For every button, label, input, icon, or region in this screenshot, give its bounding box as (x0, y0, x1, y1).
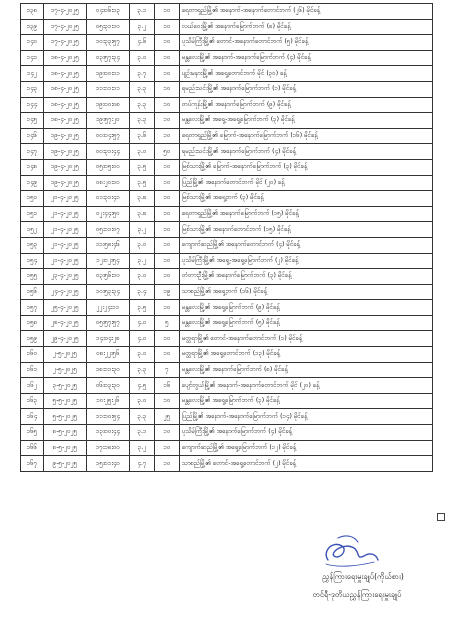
event-time: ၁၂း၀၂း၅၄ (87, 253, 130, 269)
event-date: ၂၈-၄-၂၀၂၅ (44, 315, 87, 331)
event-time: ၀၅း၀၅း၀၀ (87, 159, 130, 175)
event-date: ၂-၅-၂၀၂၅ (44, 362, 87, 378)
event-date: ၉-၅-၂၀၂၅ (44, 456, 87, 472)
event-time: ၀၆း၀၃း၃၀ (87, 378, 130, 394)
event-magnitude: ၃.၆ (130, 128, 155, 144)
event-magnitude: ၃.၃ (130, 97, 155, 113)
row-number: ၁၆၅ (21, 425, 44, 441)
event-magnitude: ၃.၃ (130, 409, 155, 425)
event-depth: ၁၆ (155, 378, 180, 394)
table-row (21, 300, 433, 316)
event-time: ၁၀း၅၃း၃၄ (87, 284, 130, 300)
event-depth: ၁၀ (155, 456, 180, 472)
table-row (21, 19, 433, 35)
row-number: ၁၆၇ (21, 456, 44, 472)
event-depth: ၁၀ (155, 81, 180, 97)
table-row (21, 159, 433, 175)
event-depth: ၁၀ (155, 237, 180, 253)
event-location: မြစ်သားမြို့၏ မြောက်-အနောက်မြောက်ဘက် (၃) မိုင်ခန့် (180, 159, 433, 175)
event-depth: ၅ (155, 315, 180, 331)
event-time: ၁၀း၃၃း၅၇ (87, 35, 130, 51)
event-magnitude: ၄.၇ (130, 456, 155, 472)
signatory-title: တင်ရီ-ဒုတိယညွှန်ကြားရေးမှူးချုပ် (312, 590, 402, 599)
row-number: ၁၅၀ (21, 191, 44, 207)
event-location: ရေတာရှည်မြို့၏ မြောက်-အနောက်မြောက်ဘက် (၁၆) မိုင်ခန့် (180, 128, 433, 144)
event-time: ၁၅း၀၁း၄၀ (87, 456, 130, 472)
event-date: ၂၁-၄-၂၀၂၅ (44, 222, 87, 238)
event-location: မန္တလေးမြို့၏ အရှေ့မြောက်ဘက် (၅) မိုင်ခန့် (180, 315, 433, 331)
event-magnitude: ၃.၈ (130, 191, 155, 207)
event-magnitude: ၃.၂ (130, 253, 155, 269)
event-depth: ၅၀ (155, 144, 180, 160)
event-location: မန္တလေးမြို့၏ အနောက်-အနောက်မြောက်ဘက် (၄) မိုင်ခန့် (180, 50, 433, 66)
event-time: ၁၃း၀၀း၄၄ (87, 425, 130, 441)
row-number: ၁၆၀ (21, 347, 44, 363)
event-date: ၁၇-၄-၂၀၂၅ (44, 35, 87, 51)
event-magnitude: ၃.၃ (130, 81, 155, 97)
event-date: ၂၄-၄-၂၀၂၅ (44, 284, 87, 300)
row-number: ၁၆၆ (21, 440, 44, 456)
event-depth: ၁၀ (155, 4, 180, 20)
table-row (21, 206, 433, 222)
table-row (21, 222, 433, 238)
event-depth: ၁၀ (155, 159, 180, 175)
event-date: ၁၉-၄-၂၀၂၅ (44, 128, 87, 144)
event-magnitude: ၃.၂ (130, 222, 155, 238)
event-magnitude: ၃.၂ (130, 19, 155, 35)
event-depth: ၁၀ (155, 66, 180, 82)
event-location: ကျောက်ဆည်မြို့၏ အနောက်တောင်ဘက် (၄) မိုင်ခန့် (180, 237, 433, 253)
event-date: ၈-၅-၂၀၂၅ (44, 425, 87, 441)
event-depth: ၁၀ (155, 425, 180, 441)
event-date: ၂၀-၄-၂၀၂၅ (44, 191, 87, 207)
event-magnitude: ၄.၀ (130, 315, 155, 331)
event-location: တပ်ကုန်းမြို့၏ အနောက်မြောက်ဘက် (၉) မိုင်ခန့် (180, 97, 433, 113)
table-row (21, 315, 433, 331)
table-row (21, 347, 433, 363)
row-number: ၁၄၂ (21, 66, 44, 82)
event-time: ၀၂း၄၄း၅၀ (87, 206, 130, 222)
table-row (21, 66, 433, 82)
row-number: ၁၄၆ (21, 128, 44, 144)
table-row (21, 144, 433, 160)
row-number: ၁၆၁ (21, 362, 44, 378)
row-number: ၁၅၈ (21, 315, 44, 331)
row-number: ၁၄၀ (21, 35, 44, 51)
event-date: ၁၇-၄-၂၀၂၅ (44, 4, 87, 20)
event-depth: ၁၀ (155, 50, 180, 66)
event-date: ၁၉-၄-၂၀၂၅ (44, 144, 87, 160)
event-time: ၁၁း၅၈း၄၆ (87, 237, 130, 253)
event-magnitude: ၄.၀ (130, 331, 155, 347)
event-depth: ၁၀ (155, 113, 180, 129)
event-magnitude: ၃.၅ (130, 175, 155, 191)
earthquake-table-body (21, 4, 433, 472)
event-time: ၁၇း၁၈း၀၀ (87, 440, 130, 456)
row-number: ၁၄၅ (21, 113, 44, 129)
event-location: ရမည်းသင်းမြို့၏ အနောက်မြောက်ဘက် (၄) မိုင်ခန့် (180, 144, 433, 160)
event-location: ပုသိမ်ကြီးမြို့၏ အရှေ့-အရှေ့မြောက်ဘက် (၂) မိုင်ခန့် (180, 253, 433, 269)
event-location: ရမည်းသင်းမြို့၏ အနောက်မြောက်ဘက် (၁) မိုင်ခန့် (180, 81, 433, 97)
event-date: ၁၉-၄-၂၀၂၅ (44, 175, 87, 191)
event-location: ပုသိမ်ကြီးမြို့၏ တောင်-အနောက်တောင်ဘက် (၅) မိုင်ခန့် (180, 35, 433, 51)
table-row (21, 191, 433, 207)
table-row (21, 456, 433, 472)
event-date: ၁၉-၄-၂၀၂၅ (44, 159, 87, 175)
table-row (21, 175, 433, 191)
table-row (21, 378, 433, 394)
event-date: ၂၉-၄-၂၀၂၅ (44, 331, 87, 347)
event-depth: ၁၀ (155, 393, 180, 409)
event-location: လယ်ဝေးမြို့၏ အနောက်မြောက်ဘက် (၈) မိုင်ခန့် (180, 19, 433, 35)
event-location: ရေတာရှည်မြို့၏ အနောက်-အနောက်တောင်ဘက် (၂၆) မိုင်ခန့် (180, 4, 433, 20)
event-location: မန္တလေးမြို့၏ အနောက်မြောက်ဘက် (၈) မိုင်ခန့် (180, 362, 433, 378)
event-location: မတ္တရာမြို့၏ တောင်-အနောက်တောင်ဘက် (၁) မိုင်ခန့် (180, 331, 433, 347)
event-date: ၅-၅-၂၀၂၅ (44, 409, 87, 425)
event-time: ၁၁း၁၀း၅၄ (87, 409, 130, 425)
event-location: ပျော်ဘွယ်မြို့၏ အနောက်-အနောက်တောင်ဘက် မိုင် (၂၀) ခန့် (180, 378, 433, 394)
table-row (21, 50, 433, 66)
event-magnitude: ၃.၀ (130, 269, 155, 285)
event-date: ၂၅-၄-၂၀၂၅ (44, 300, 87, 316)
event-location: ပုသိမ်ကြီးမြို့၏ အနောက်မြောက်ဘက် (၄) မိုင်ခန့် (180, 425, 433, 441)
event-location: ကျောက်ဆည်မြို့၏ အရှေ့မြောက်ဘက် (၁၂) မိုင်ခန့် (180, 440, 433, 456)
table-row (21, 237, 433, 253)
event-depth: ၁၀ (155, 347, 180, 363)
event-location: တံတားဦးမြို့၏ အနောက်မြောက်ဘက် (၃) မိုင်ခန့် (180, 269, 433, 285)
event-depth: ၁၀ (155, 128, 180, 144)
event-date: ၁၈-၄-၂၀၂၅ (44, 113, 87, 129)
row-number: ၁၄၈ (21, 159, 44, 175)
row-number: ၁၆၄ (21, 409, 44, 425)
handwritten-signature (318, 530, 382, 570)
table-row (21, 113, 433, 129)
row-number: ၁၆၂ (21, 378, 44, 394)
event-time: ၁၉း၀၀း၀၈ (87, 97, 130, 113)
event-depth: ၂၅ (155, 409, 180, 425)
event-magnitude: ၃.၅ (130, 159, 155, 175)
row-number: ၁၄၃ (21, 81, 44, 97)
row-number: ၁၆၃ (21, 393, 44, 409)
event-depth: ၁၀ (155, 19, 180, 35)
event-location: မန္တလေးမြို့၏ အရှေ့-အရှေ့မြောက်ဘက် (၃) မိုင်ခန့် (180, 113, 433, 129)
event-magnitude: ၃.၀ (130, 347, 155, 363)
event-magnitude: ၃.၅ (130, 300, 155, 316)
table-row (21, 4, 433, 20)
event-time: ၀၅း၁၁း၀၇ (87, 222, 130, 238)
event-time: ၀၈း၂၀း၁၀ (87, 175, 130, 191)
event-location: မြစ်သားမြို့၏ အရှေ့ဘက် (၃) မိုင်ခန့် (180, 191, 433, 207)
table-row (21, 81, 433, 97)
event-time: ၁၄း၀၄း၂၈ (87, 331, 130, 347)
event-time: ၂၂း၂၄း၁၁ (87, 300, 130, 316)
event-date: ၁၈-၄-၂၀၂၅ (44, 97, 87, 113)
event-location: ပြည်မြို့၏ အနောက်တောင်ဘက် မိုင် (၂၀) ခန့် (180, 175, 433, 191)
event-time: ၀၄း၀၆း၁၃ (87, 4, 130, 20)
event-magnitude: ၃.၀ (130, 237, 155, 253)
checkbox-marker (437, 513, 445, 521)
event-magnitude: ၃.၀ (130, 50, 155, 66)
event-depth: ၁၀ (155, 300, 180, 316)
event-date: ၂၁-၄-၂၀၂၅ (44, 237, 87, 253)
event-magnitude: ၃.၂ (130, 440, 155, 456)
row-number: ၁၅၇ (21, 300, 44, 316)
event-magnitude: ၄.၅ (130, 378, 155, 394)
event-location: မတ္တရာမြို့၏ အရှေ့တောင်ဘက် (၁၃) မိုင်ခန့် (180, 347, 433, 363)
event-date: ၂၁-၄-၂၀၂၅ (44, 206, 87, 222)
event-time: ၀၅း၃၁း၁၀ (87, 19, 130, 35)
signatory-name: ညွှန်ကြားရေးမှူးချုပ်(ကိုယ်စား) (322, 572, 404, 581)
event-date: ၈-၅-၂၀၂၅ (44, 440, 87, 456)
event-depth: ၁၀ (155, 191, 180, 207)
event-magnitude: ၃.၃ (130, 362, 155, 378)
row-number: ၁၅၁ (21, 206, 44, 222)
event-depth: ၁၀ (155, 175, 180, 191)
event-date: ၂-၅-၂၀၂၅ (44, 347, 87, 363)
event-date: ၃-၅-၂၀၂၅ (44, 378, 87, 394)
event-date: ၁၈-၄-၂၀၂၅ (44, 66, 87, 82)
row-number: ၁၄၇ (21, 144, 44, 160)
row-number: ၁၄၁ (21, 50, 44, 66)
event-date: ၁၈-၄-၂၀၂၅ (44, 81, 87, 97)
event-magnitude: ၃.၇ (130, 66, 155, 82)
event-location: မန္တလေးမြို့၏ အရှေ့မြောက်ဘက် (၉) မိုင်ခန့် (180, 300, 433, 316)
event-date: ၂၃-၄-၂၀၂၅ (44, 269, 87, 285)
event-time: ၁၀း၂၅း၂၆ (87, 393, 130, 409)
event-time: ၁၉း၅၇း၂၀ (87, 113, 130, 129)
event-time: ၁၁း၁၁း၁၁ (87, 81, 130, 97)
event-date: ၁၈-၄-၂၀၂၅ (44, 50, 87, 66)
earthquake-table (20, 3, 433, 472)
event-depth: ၁၀ (155, 253, 180, 269)
event-location: ပြည်မြို့၏ အနောက်-အနောက်မြောက်ဘက် (၁၄) မိုင်ခန့် (180, 409, 433, 425)
row-number: ၁၅၃ (21, 237, 44, 253)
event-time: ၀၀း၃၁း၄၄ (87, 144, 130, 160)
event-time: ၀၁း၃၁း၄၁ (87, 191, 130, 207)
event-magnitude: ၃.၄ (130, 284, 155, 300)
event-location: ရေတာရှည်မြို့၏ အနောက်မြောက်ဘက် (၁၅) မိုင်ခန့် (180, 206, 433, 222)
event-depth: ၁၀ (155, 97, 180, 113)
event-location: မြစ်သားမြို့၏ အနောက်တောင်ဘက် (၁၅) မိုင်ခန့် (180, 222, 433, 238)
table-row (21, 253, 433, 269)
table-row (21, 35, 433, 51)
row-number: ၁၄၉ (21, 175, 44, 191)
event-location: ပျဉ်းမနားမြို့၏ အရှေ့တောင်ဘက် မိုင် (၃၀) ခန့် (180, 66, 433, 82)
row-number: ၁၅၂ (21, 222, 44, 238)
event-magnitude: ၃.၁ (130, 425, 155, 441)
event-magnitude: ၃.၈ (130, 206, 155, 222)
event-time: ၀၃း၅၆း၁၀ (87, 269, 130, 285)
event-date: ၅-၅-၂၀၂၅ (44, 393, 87, 409)
event-magnitude: ၃.၀ (130, 393, 155, 409)
event-depth: ၁၉ (155, 284, 180, 300)
event-time: ၀၃း၅၇း၃၄ (87, 50, 130, 66)
event-magnitude: ၃.၁ (130, 4, 155, 20)
event-time: ၀၀း၀၄း၅၇ (87, 128, 130, 144)
row-number: ၁၄၄ (21, 97, 44, 113)
event-depth: ၁၀ (155, 331, 180, 347)
event-time: ၀၅း၅၇း၅၇ (87, 315, 130, 331)
table-row (21, 128, 433, 144)
event-time: ၀၈း၂၂း၅၆ (87, 347, 130, 363)
table-row (21, 269, 433, 285)
event-depth: ၁၀ (155, 206, 180, 222)
table-row (21, 409, 433, 425)
table-row (21, 331, 433, 347)
event-magnitude: ၃.၃ (130, 113, 155, 129)
event-depth: ၁၀ (155, 440, 180, 456)
row-number: ၁၃၉ (21, 19, 44, 35)
event-depth: ၁၀ (155, 269, 180, 285)
event-time: ၁၈း၁၁း၃၀ (87, 362, 130, 378)
row-number: ၁၅၆ (21, 284, 44, 300)
event-location: သာစည်မြို့၏ အရှေ့ဘက် (၁၆) မိုင်ခန့် (180, 284, 433, 300)
event-location: သာစည်မြို့၏ တောင်-အရှေ့တောင်ဘက် (၂) မိုင်ခန့် (180, 456, 433, 472)
event-depth: ၇ (155, 362, 180, 378)
table-row (21, 440, 433, 456)
row-number: ၁၅၄ (21, 253, 44, 269)
row-number: ၁၃၈ (21, 4, 44, 20)
table-row (21, 393, 433, 409)
event-magnitude: ၃.၀ (130, 144, 155, 160)
table-row (21, 362, 433, 378)
event-time: ၁၉း၀၀း၁၁ (87, 66, 130, 82)
table-row (21, 284, 433, 300)
row-number: ၁၅၉ (21, 331, 44, 347)
table-row (21, 97, 433, 113)
event-magnitude: ၄.၆ (130, 35, 155, 51)
row-number: ၁၅၅ (21, 269, 44, 285)
event-depth: ၁၀ (155, 35, 180, 51)
event-depth: ၁၀ (155, 222, 180, 238)
event-date: ၂၁-၄-၂၀၂၅ (44, 253, 87, 269)
event-date: ၁၇-၄-၂၀၂၅ (44, 19, 87, 35)
event-location: မန္တလေးမြို့၏ အရှေ့မြောက်ဘက် (၃) မိုင်ခန့် (180, 393, 433, 409)
table-row (21, 425, 433, 441)
